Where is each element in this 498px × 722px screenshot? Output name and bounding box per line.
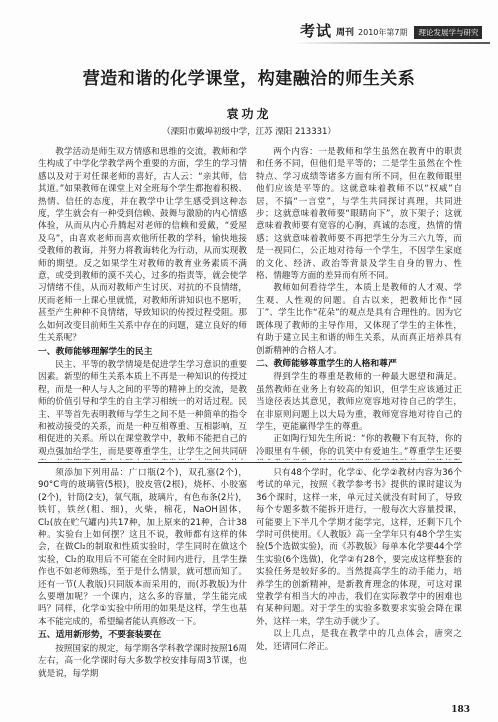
paragraph: 得到学生的尊重是教师的一种最大愿望和满足。虽然教师在业务上有较高的知识，但学生应该通过正当途径表达其意见，教师应宽容地对待自己的学生，在非原则问题上以大局为重，教师宽容地对待自己的学生，更能赢得学生的尊重。 (256, 372, 462, 432)
section-heading: 二、教师能够尊重学生的人格和尊严 (256, 358, 397, 369)
journal-name: 考试 (300, 22, 333, 40)
page-number: 183 (451, 705, 470, 715)
paragraph: 以上几点，是我在教学中的几点体会，唐突之处，还请同仁斧正。 (256, 629, 462, 652)
journal-sub: 周刊 (336, 28, 355, 38)
paragraph: 须添加下列用品：广口瓶(2个)，双孔塞(2个)，90°C弯的玻璃管(5根)，胶皮管(2根)，烧杯、小胶塞(2个)，针筒(2支)，氧气瓶，玻璃片，有色布条(2片)，铁钉，铁丝(粗、细)，火柴，棉花，NaOH固体，Cl₂(放在贮气罐内)共17种，加上原来的21种，合计38种。实验台上如何摆？这且不说，教师都有这样的体会，在做Cl₂的制取和性质实验时，学生同时在做这个实验，Cl₂的取用后不可能在全时间内进行，且学生操作也不如老师熟练，至于是什么情景，就可想而知了。还有一节(人教版)只同版本而采用的，而(苏教版)为什么要增加呢？一个课内，这么多的容量，学生能完成吗？同样，化学①实验中所用的如果是这样，学生也基本不能完成的，希望编者能认真修改一下。 (38, 468, 247, 627)
lower-right-column (256, 467, 462, 701)
section-heading: 五、适用新形势，不要套装要在 (38, 630, 162, 641)
paragraph: 两个内容：一是教师和学生虽然在教育中的职责和任务不同，但他们是平等的；二是学生虽然在个性特点、学习成绩等诸多方面有所不同，但在教师眼里他们应该是平等的。这就意味着教师不以“权威”自居，不搞“一言堂”，与学生共同探讨真理，共同进步；这就意味着教师要“眼睛向下”，放下架子；这就意味着教师要有宽容的心胸，真诚的态度，热情的情感；这就意味着教师要不再把学生分为三六九等，而是一视同仁，公正地对待每一个学生，不因学生家庭的文化、经济、政治等背景及学生自身的智力、性格、情趣等方面的差异而有所不同。 (256, 147, 462, 282)
section-heading: 一、教师能够理解学生的民主 (38, 346, 153, 357)
header-rule (290, 42, 490, 44)
article-author: 袁功龙 (226, 107, 272, 121)
section-divider (38, 462, 462, 463)
paragraph: 按照国家的规定，每学期各学科教学课时按照16周左右，高一化学课时每大多数学校安排每周3节课，也就是说，每学期 (38, 643, 247, 679)
article-affiliation: （溧阳市戴埠初级中学，江苏 溧阳 213331） (162, 127, 336, 137)
article-title: 营造和谐的化学课堂，构建融洽的师生关系 (82, 69, 416, 89)
upper-right-column (256, 146, 462, 460)
lower-left-column (38, 467, 247, 701)
paragraph: 正如陶行知先生所说：“你的教鞭下有瓦特，你的冷眼里有牛顿，你的讥笑中有爱迪生。”尊重学生还要 (256, 434, 462, 457)
paragraph: 只有48个学时，化学①、化学②教材内容为36个考试的单元，按照《教学参考书》提供的课时建议为36个课时，这样一来，单元过关就没有时间了，导致每个专题多数不能拆开进行，一般每次大容量授课，可能要上下半几个学期才能学完，这样，还剩下几个学时可供使用。《人教版》高一全学年只有48个学生实验(5个选做实验)，而《苏教版》每单本化学要44个学生实验(6个选做)，化学②有28个，要完成这样整套的实验任务是较好多的。当然提高学生的动手能力，培养学生的创新精神，是新教育理念的体现，可这对课堂教学有相当大的冲击，我们在实际教学中的困难也有某种问题。对于学生的实验多数要求实验会降在课外，这样一来，学生动手就少了。 (256, 468, 462, 627)
upper-left-column (38, 146, 247, 460)
paragraph: 教师如何看待学生，本质上是教师的人才观、学生观、人性观的问题。自古以来，把教师比作“园丁”、学生比作“花朵”的观点是具有合理性的。因为它既体现了教师的主导作用，又体现了学生的主体性，有助于建立民主和谐的师生关系，从而真正培养具有创新精神的合格人才。 (256, 283, 462, 356)
section-label: 理论发展学与研究 (414, 26, 482, 39)
issue-number: 2010年第7期 (358, 28, 408, 37)
paragraph: 民主、平等的教学情境是促进学生学习意识的重要因素。新型的师生关系本质上不再是一种知识的传授过程，而是一种人与人之间的平等的精神上的交流，是教师的价值引导和学生的自主学习相统一的对话过程。民主、平等首先表明教师与学生之间不是一种简单的指令和被动接受的关系，而是一种互相尊重、互相影响，互相促进的关系。所以在课堂教学中，教师不能把自己的观点强加给学生，而是要尊重学生，让学生之间共同研 (38, 359, 247, 457)
journal-header (300, 16, 492, 40)
paragraph: 教学活动是师生双方情感和思维的交流，教师和学生构成了中学化学教学两个重要的方面，学生的学习情感以及对于对任课老师的喜好，古人云：“亲其师，信其道。”如果教师在课堂上对全班每个学生都抱着积极、热情、信任的态度，并在教学中让学生感受到这种态度，学生就会有一种受到信赖、鼓舞与激励的内心情感体验，从而从内心升腾起对老师的信赖和爱戴，“爱屋及乌”，由喜欢老师而喜欢他所任教的学科，愉快地接受教师的教诲，并努力将教诲转化为行动，从而实现教师的期望。反之如果学生对教师的教育业务素质不满意，或受到教师的漠不关心，过多的指责等，就会使学习情绪不佳，从而对教师产生讨厌、对抗的不良情绪，厌而老师一上课心里就慌，对教师所讲知识也不愿听，甚至产生种种不良情绪，导致知识的传授过程受阻。那么如何改变目前师生关系中存在的问题，建立良好的师生关系呢？ (38, 147, 247, 344)
